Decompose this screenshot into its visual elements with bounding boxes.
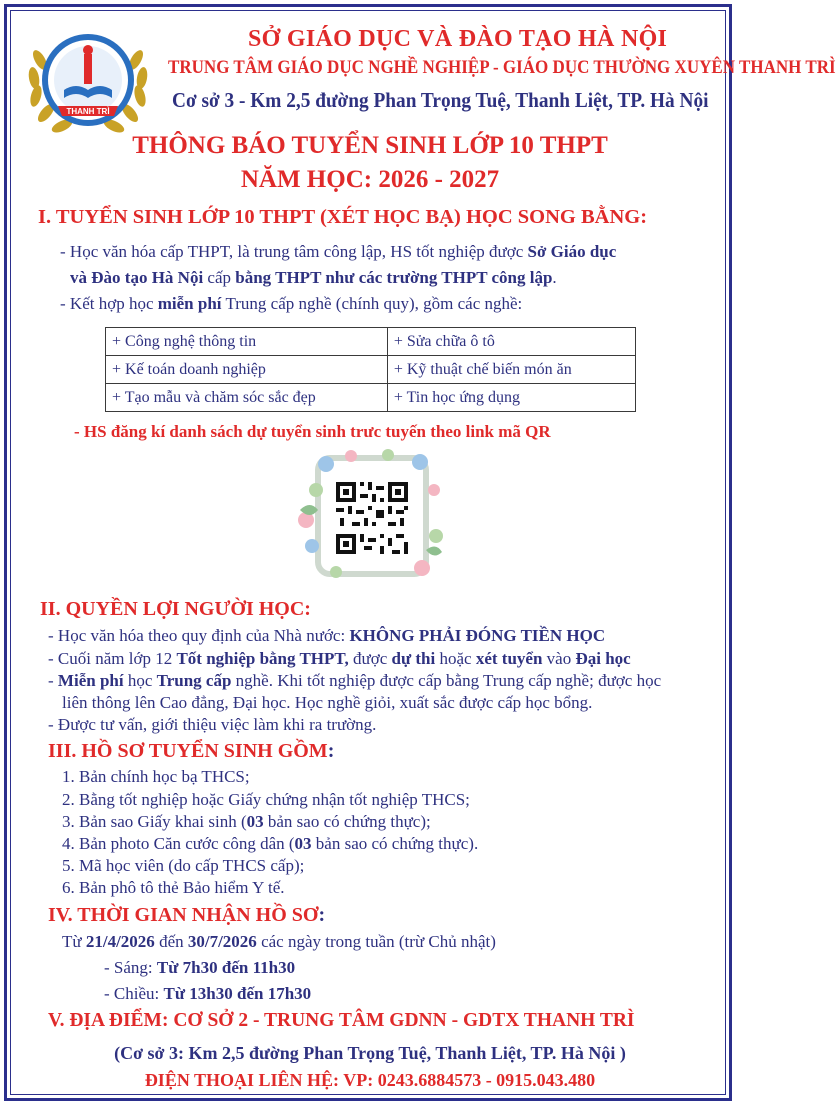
section-5-heading: V. ĐỊA ĐIỂM: CƠ SỞ 2 - TRUNG TÂM GDNN - GDTX THANH TRÌ (48, 1010, 635, 1031)
document-item: 2. Bằng tốt nghiệp hoặc Giấy chứng nhận tốt nghiệp THCS; (62, 790, 470, 809)
section-2-heading: II. QUYỀN LỢI NGƯỜI HỌC: (40, 598, 311, 620)
logo-text: THANH TRÌ (66, 107, 110, 116)
qr-code-icon (332, 478, 412, 558)
benefit-1: - Học văn hóa theo quy định của Nhà nước: KHÔNG PHẢI ĐÓNG TIỀN HỌC (48, 626, 606, 645)
document-item: 1. Bản chính học bạ THCS; (62, 767, 250, 786)
document-item: 5. Mã học viên (do cấp THCS cấp); (62, 856, 305, 875)
document-item: 6. Bản phô tô thẻ Bảo hiểm Y tế. (62, 878, 285, 897)
submission-period: Từ 21/4/2026 đến 30/7/2026 các ngày trong tuần (trừ Chủ nhật) (62, 932, 496, 951)
school-logo (18, 20, 158, 140)
qr-code-frame[interactable] (296, 450, 446, 580)
table-row (106, 384, 636, 412)
career-cell: + Tin học ứng dụng (387, 384, 635, 412)
table-row (106, 328, 636, 356)
section-1-paragraph-1-cont: và Đào tạo Hà Nội cấp bằng THPT như các trường THPT công lập. (70, 268, 557, 287)
school-year: NĂM HỌC: 2026 - 2027 (240, 166, 500, 193)
benefit-2: - Cuối năm lớp 12 Tốt nghiệp bằng THPT, được dự thi hoặc xét tuyển vào Đại học (48, 649, 631, 668)
benefit-4: - Được tư vấn, giới thiệu việc làm khi ra trường. (48, 715, 377, 734)
page-title: THÔNG BÁO TUYỂN SINH LỚP 10 THPT (132, 132, 608, 159)
ministry-name: SỞ GIÁO DỤC VÀ ĐÀO TẠO HÀ NỘI (248, 26, 668, 52)
career-cell: + Kỹ thuật chế biến món ăn (387, 356, 635, 384)
afternoon-hours: - Chiều: Từ 13h30 đến 17h30 (104, 984, 312, 1003)
benefit-3-cont: liên thông lên Cao đẳng, Đại học. Học nghề giỏi, xuất sắc được cấp học bổng. (62, 693, 593, 712)
career-cell: + Tạo mẫu và chăm sóc sắc đẹp (106, 384, 388, 412)
section-3-heading: III. HỒ SƠ TUYỂN SINH GỒM: (48, 740, 335, 762)
contact-phone[interactable]: ĐIỆN THOẠI LIÊN HỆ: VP: 0243.6884573 - 0915.043.480 (144, 1070, 596, 1090)
document-item: 4. Bản photo Căn cước công dân (03 bản sao có chứng thực). (62, 834, 479, 853)
qr-note: - HS đăng kí danh sách dự tuyển sinh trưc tuyến theo link mã QR (74, 422, 551, 441)
table-row (106, 356, 636, 384)
section-4-heading: IV. THỜI GIAN NHẬN HỒ SƠ: (48, 904, 326, 926)
section-1-paragraph-2: - Kết hợp học miễn phí Trung cấp nghề (chính quy), gồm các nghề: (60, 294, 523, 313)
center-name: TRUNG TÂM GIÁO DỤC NGHỀ NGHIỆP - GIÁO DỤC THƯỜNG XUYÊN THANH TRÌ (168, 58, 836, 78)
career-cell: + Công nghệ thông tin (106, 328, 388, 356)
location-address: (Cơ sở 3: Km 2,5 đường Phan Trọng Tuệ, Thanh Liệt, TP. Hà Nội ) (114, 1043, 626, 1063)
morning-hours: - Sáng: Từ 7h30 đến 11h30 (104, 958, 296, 977)
benefit-3: - Miễn phí học Trung cấp nghề. Khi tốt nghiệp được cấp bằng Trung cấp nghề; được học (48, 671, 662, 690)
career-cell: + Kế toán doanh nghiệp (106, 356, 388, 384)
section-1-heading: I. TUYỂN SINH LỚP 10 THPT (XÉT HỌC BẠ) HỌC SONG BẰNG: (38, 206, 648, 228)
section-1-paragraph-1: - Học văn hóa cấp THPT, là trung tâm công lập, HS tốt nghiệp được Sở Giáo dục (60, 242, 617, 261)
center-address: Cơ sở 3 - Km 2,5 đường Phan Trọng Tuệ, Thanh Liệt, TP. Hà Nội (172, 88, 709, 112)
document-item: 3. Bản sao Giấy khai sinh (03 bản sao có chứng thực); (62, 812, 431, 831)
career-cell: + Sửa chữa ô tô (387, 328, 635, 356)
careers-table (105, 327, 636, 412)
